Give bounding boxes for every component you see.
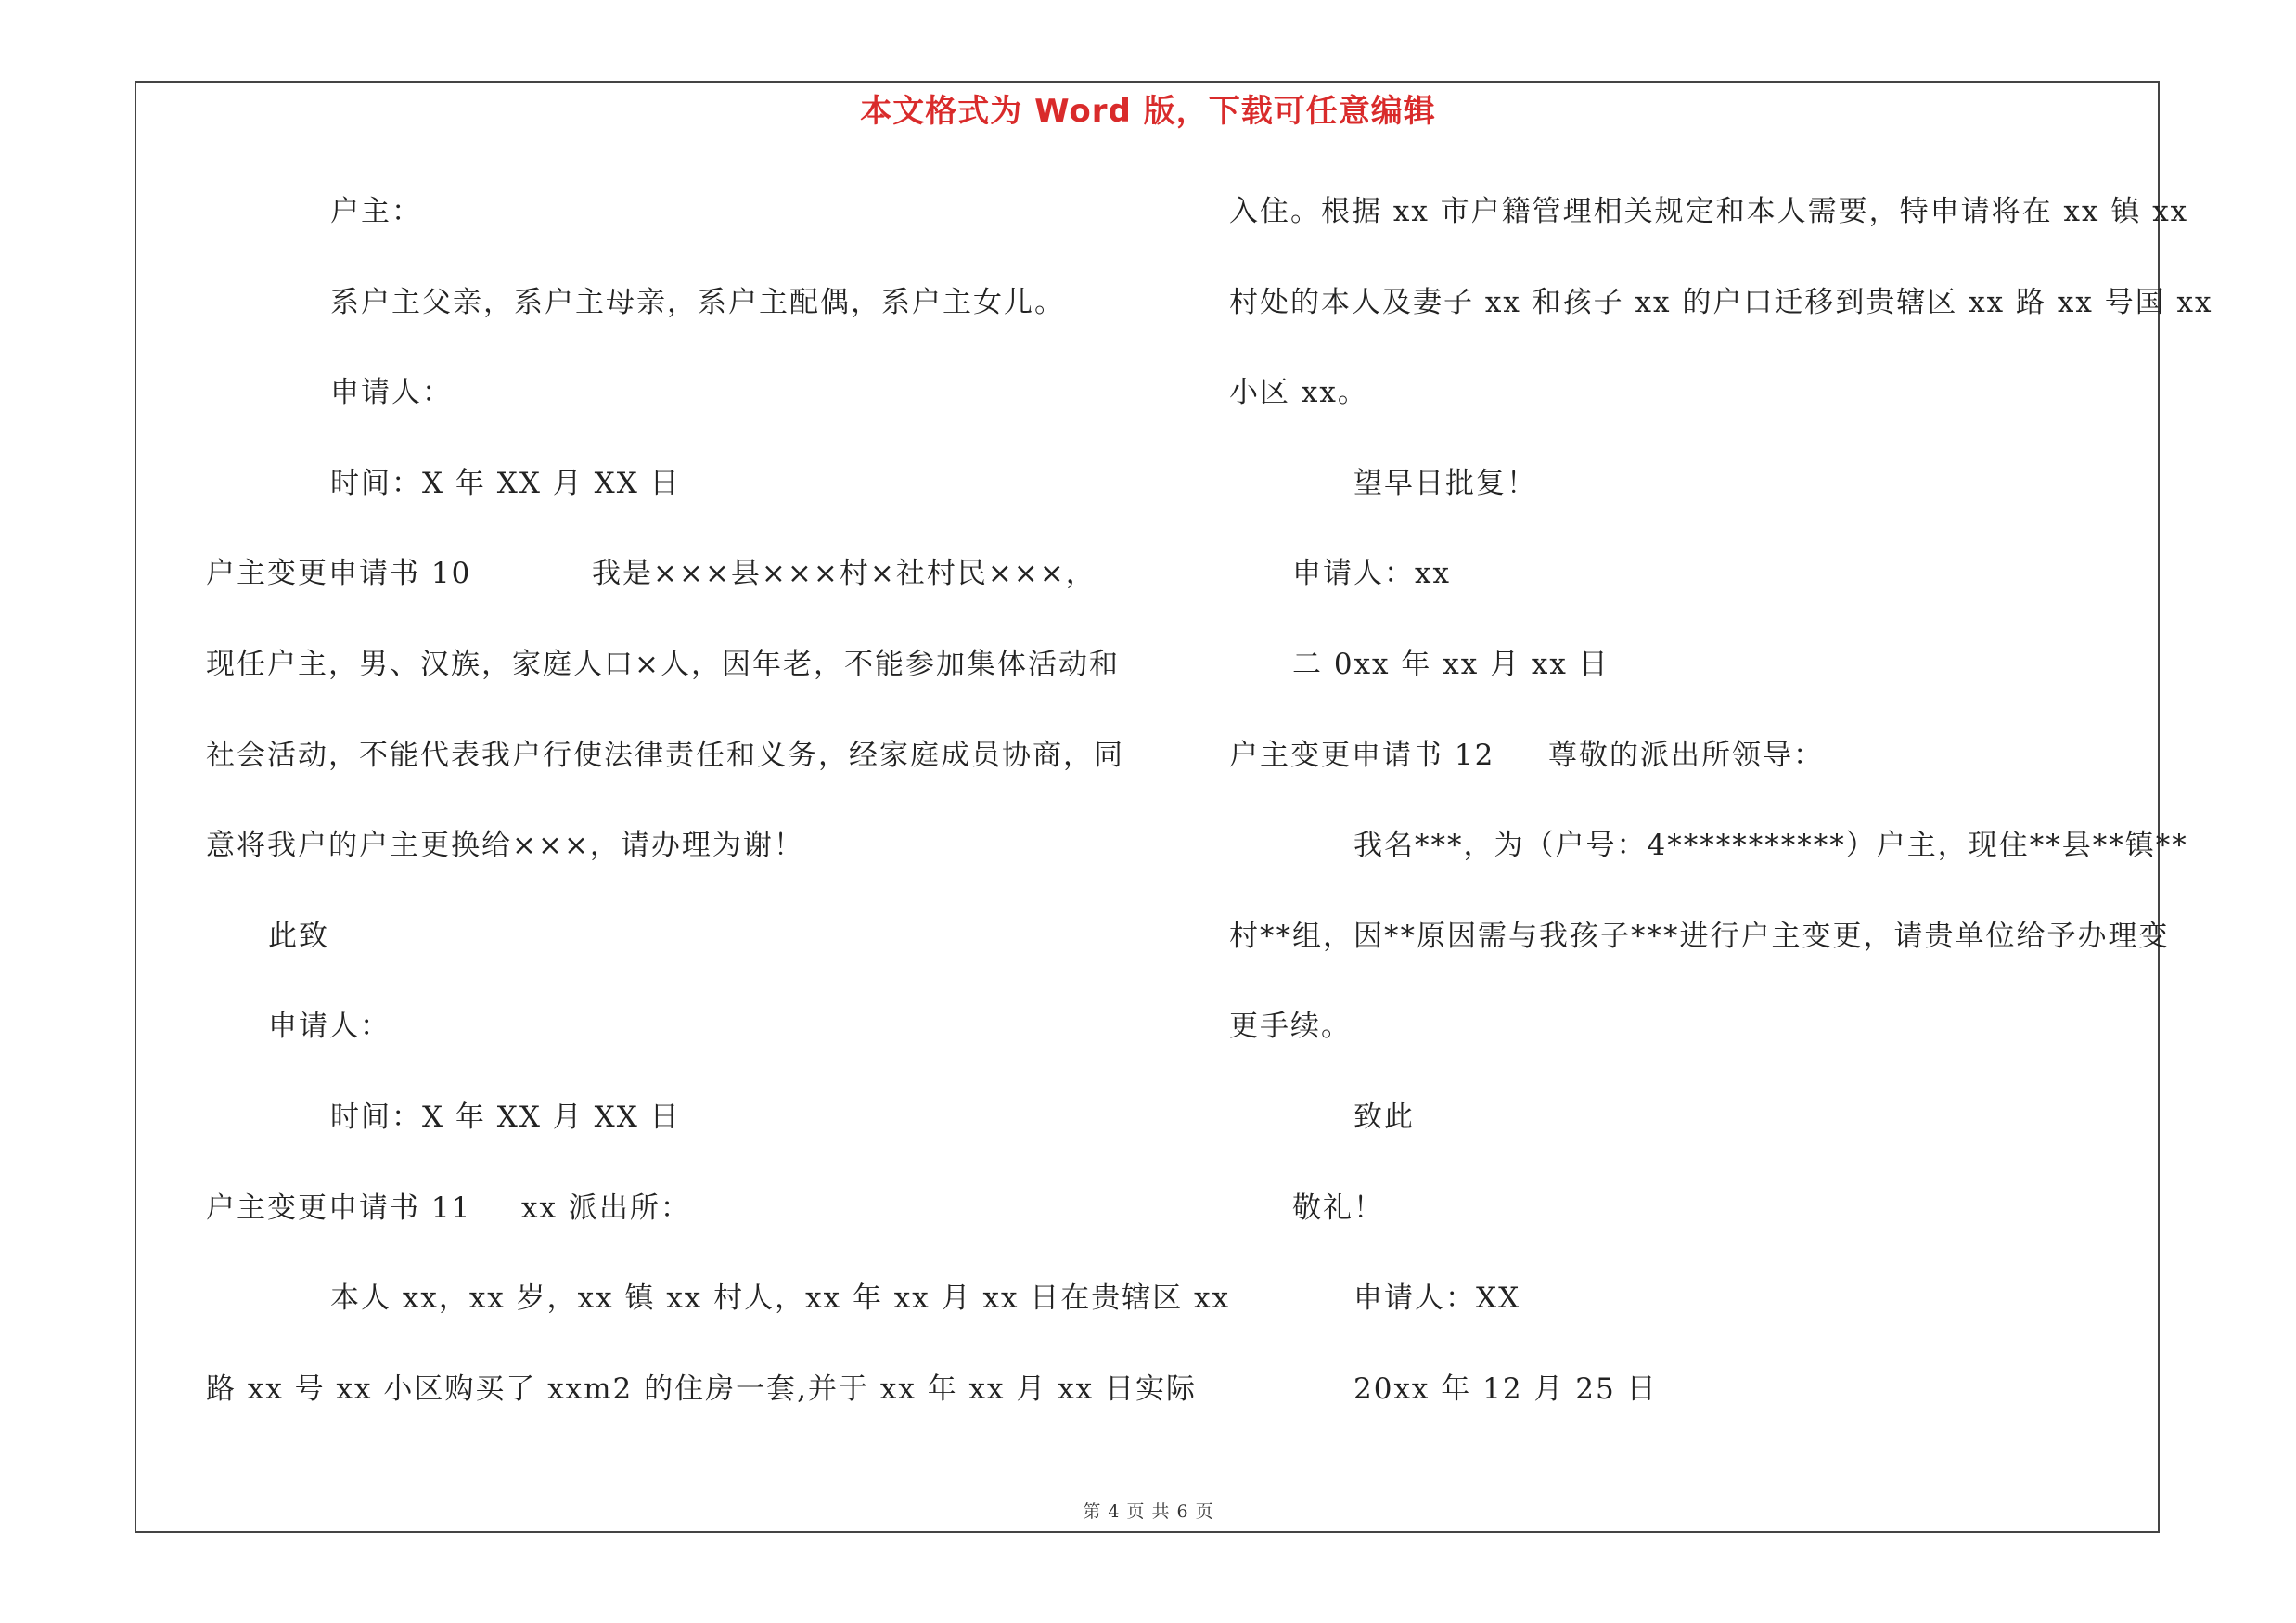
applicant-line-11: 申请人：xx bbox=[1292, 557, 1451, 590]
paragraph-12-line-3: 更手续。 bbox=[1229, 1010, 1352, 1043]
section-title-12: 户主变更申请书 12 bbox=[1229, 739, 1495, 772]
paragraph-11-line-4: 村处的本人及妻子 xx 和孩子 xx 的户口迁移到贵辖区 xx 路 xx 号国 xx bbox=[1229, 286, 2213, 319]
paragraph-12-line-1: 我名***，为（户号：4***********）户主，现住**县**镇** bbox=[1353, 829, 2188, 862]
relations-line: 系户主父亲，系户主母亲，系户主配偶，系户主女儿。 bbox=[330, 286, 1065, 319]
paragraph-10-line-4: 意将我户的户主更换给×××，请办理为谢！ bbox=[206, 829, 804, 862]
applicant-label: 申请人： bbox=[330, 376, 453, 409]
householder-label: 户主： bbox=[330, 195, 422, 228]
applicant-line-12: 申请人：XX bbox=[1353, 1282, 1521, 1315]
paragraph-10-line-2: 现任户主，男、汉族，家庭人口×人，因年老，不能参加集体活动和 bbox=[206, 648, 1120, 681]
date-line-11: 二 0xx 年 xx 月 xx 日 bbox=[1292, 648, 1610, 681]
applicant-label-2: 申请人： bbox=[268, 1010, 391, 1043]
section-title-11: 户主变更申请书 11 bbox=[206, 1191, 472, 1225]
page-footer bbox=[0, 1498, 2296, 1523]
word-format-banner: 本文格式为 Word 版，下载可任意编辑 bbox=[860, 93, 1436, 130]
addressee-11: xx 派出所： bbox=[521, 1191, 691, 1225]
footer-page-number: 4 bbox=[1108, 1501, 1120, 1522]
salute-line: 敬礼！ bbox=[1292, 1191, 1384, 1225]
request-line: 望早日批复！ bbox=[1353, 467, 1537, 500]
date-line-2: 时间：X 年 XX 月 XX 日 bbox=[330, 1101, 681, 1134]
addressee-12: 尊敬的派出所领导： bbox=[1548, 739, 1824, 772]
paragraph-10-line-3: 社会活动，不能代表我户行使法律责任和义务，经家庭成员协商，同 bbox=[206, 739, 1124, 772]
paragraph-11-line-3: 入住。根据 xx 市户籍管理相关规定和本人需要，特申请将在 xx 镇 xx bbox=[1229, 195, 2189, 228]
paragraph-11-line-2: 路 xx 号 xx 小区购买了 xxm2 的住房一套,并于 xx 年 xx 月 xx 日实际 bbox=[206, 1372, 1198, 1406]
footer-prefix: 第 bbox=[1083, 1501, 1101, 1522]
footer-page-word: 页 bbox=[1126, 1501, 1145, 1522]
paragraph-11-line-1: 本人 xx，xx 岁，xx 镇 xx 村人，xx 年 xx 月 xx 日在贵辖区 xx bbox=[330, 1282, 1231, 1315]
section-title-10: 户主变更申请书 10 bbox=[206, 557, 472, 590]
closing-line-12: 致此 bbox=[1353, 1101, 1415, 1134]
footer-suffix: 页 bbox=[1195, 1501, 1213, 1522]
date-line-12: 20xx 年 12 月 25 日 bbox=[1353, 1372, 1658, 1406]
closing-line: 此致 bbox=[268, 920, 329, 953]
paragraph-10-line-1: 我是×××县×××村×社村民×××， bbox=[592, 557, 1097, 590]
paragraph-11-line-5: 小区 xx。 bbox=[1229, 376, 1368, 409]
paragraph-12-line-2: 村**组，因**原因需与我孩子***进行户主变更，请贵单位给予办理变 bbox=[1229, 920, 2170, 953]
footer-total-pages: 6 bbox=[1176, 1501, 1188, 1522]
footer-total-word: 共 bbox=[1151, 1501, 1170, 1522]
date-line: 时间：X 年 XX 月 XX 日 bbox=[330, 467, 681, 500]
